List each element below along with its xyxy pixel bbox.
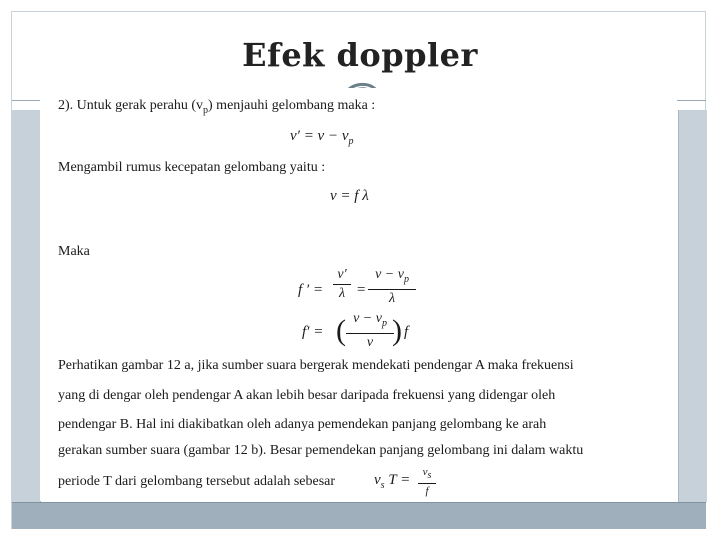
- paragraph-line: Perhatikan gambar 12 a, jika sumber suara bergerak mendekati pendengar A maka frekuensi: [58, 358, 574, 373]
- paragraph-line: yang di dengar oleh pendengar A akan lebih besar daripada frekuensi yang didengar oleh: [58, 388, 556, 403]
- content-image: [40, 88, 677, 501]
- paragraph-line: periode T dari gelombang tersebut adalah sebesar: [58, 474, 336, 489]
- left-side-band: [12, 110, 41, 502]
- last-equation-fraction: $v_s$ f: [418, 466, 436, 497]
- equation3-lhs: f ′ =: [298, 282, 324, 298]
- line-maka: Maka: [58, 244, 90, 259]
- right-side-band: [678, 110, 707, 502]
- equation-relative-velocity: $v' = v - v_p$: [290, 128, 354, 147]
- line-mengambil: Mengambil rumus kecepatan gelombang yaitu :: [58, 160, 326, 175]
- equation-wave-speed: v = f λ: [330, 188, 369, 204]
- paragraph-line: pendengar B. Hal ini diakibatkan oleh adanya pemendekan panjang gelombang ke arah: [58, 417, 547, 432]
- left-paren: (: [336, 314, 346, 347]
- bottom-band: [12, 502, 706, 529]
- equation3-equals: =: [356, 282, 367, 298]
- equation4-fraction: $v - v_p$ v: [346, 311, 394, 351]
- equation3-fraction2: $v - v_p$ λ: [368, 267, 416, 307]
- equation4-rhs: f: [404, 324, 409, 340]
- last-equation-lhs: $v_s$ T =: [374, 472, 411, 491]
- slide-title: Efek doppler: [242, 36, 478, 74]
- equation4-lhs: f′ =: [302, 324, 324, 340]
- equation3-fraction1: v′ λ: [333, 267, 351, 302]
- right-paren: ): [392, 314, 402, 347]
- intro-line: 2). Untuk gerak perahu $(v_p)$ menjauhi gelombang maka :: [58, 98, 376, 116]
- paragraph-line: gerakan sumber suara (gambar 12 b). Besar pemendekan panjang gelombang ini dalam waktu: [58, 443, 584, 458]
